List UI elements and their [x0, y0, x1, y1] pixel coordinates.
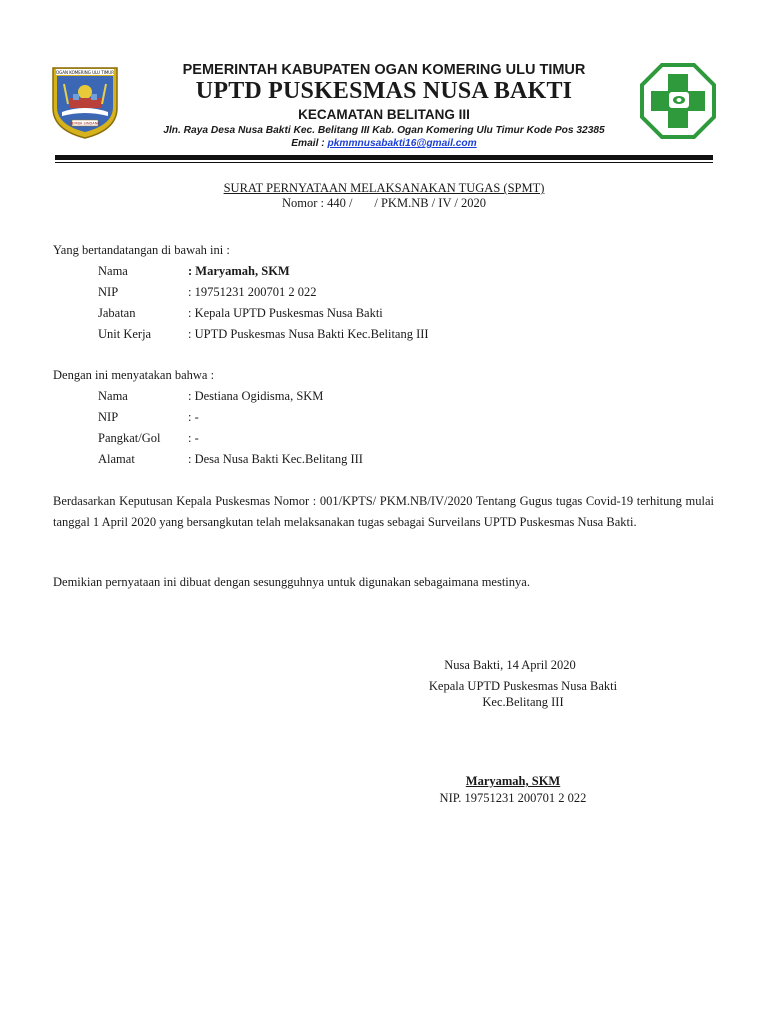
subject-nip-value: : -	[188, 410, 199, 424]
district-name: KECAMATAN BELITANG III	[298, 107, 470, 122]
signer-title-line2: Kec.Belitang III	[482, 695, 564, 709]
subject-nip-label: NIP	[98, 410, 119, 424]
declaration-text: Dengan ini menyatakan bahwa :	[53, 368, 215, 382]
subject-address-value: : Desa Nusa Bakti Kec.Belitang III	[188, 452, 363, 466]
intro-text: Yang bertandatangan di bawah ini :	[53, 243, 230, 257]
signer-name-label: Nama	[98, 264, 128, 278]
svg-text:SEMBA SINDANG: SEMBA SINDANG	[69, 121, 101, 126]
signer-name-value: : Maryamah, SKM	[188, 264, 290, 278]
svg-text:OGAN KOMERING ULU TIMUR: OGAN KOMERING ULU TIMUR	[55, 70, 115, 75]
email-label: Email :	[291, 138, 328, 149]
body-paragraph: Berdasarkan Keputusan Kepala Puskesmas Nomor : 001/KPTS/ PKM.NB/IV/2020 Tentang Gugus tugas Covid-19 terhitung mulai tanggal 1 April 2020 yang bersangkutan telah melaksanakan tugas sebagai Surveilans UPTD Puskesmas Nusa Bakti.	[53, 494, 714, 529]
subject-address-label: Alamat	[98, 452, 135, 466]
document-number: Nomor : 440 / / PKM.NB / IV / 2020	[282, 196, 486, 210]
email-link[interactable]: pkmmnusabakti16@gmail.com	[327, 138, 477, 149]
signer-unit-value: : UPTD Puskesmas Nusa Bakti Kec.Belitang III	[188, 327, 429, 341]
address-line: Jln. Raya Desa Nusa Bakti Kec. Belitang III Kab. Ogan Komering Ulu Timur Kode Pos 32385	[163, 125, 605, 136]
signer-signature-nip: NIP. 19751231 200701 2 022	[439, 791, 587, 805]
signer-position-value: : Kepala UPTD Puskesmas Nusa Bakti	[188, 306, 383, 320]
subject-rank-label: Pangkat/Gol	[98, 431, 161, 445]
header-divider-thick	[55, 155, 713, 160]
email-line	[0, 138, 768, 149]
place-date: Nusa Bakti, 14 April 2020	[444, 658, 576, 672]
institution-name: UPTD PUSKESMAS NUSA BAKTI	[195, 78, 573, 104]
signer-nip-value: : 19751231 200701 2 022	[188, 285, 317, 299]
signer-position-label: Jabatan	[98, 306, 136, 320]
subject-rank-value: : -	[188, 431, 199, 445]
government-name: PEMERINTAH KABUPATEN OGAN KOMERING ULU TIMUR	[182, 62, 586, 78]
header-divider-thin	[55, 162, 713, 163]
subject-name-value: : Destiana Ogidisma, SKM	[188, 389, 324, 403]
closing-text: Demikian pernyataan ini dibuat dengan sesungguhnya untuk digunakan sebagaimana mestinya.	[53, 575, 530, 589]
signer-signature-name: Maryamah, SKM	[465, 774, 561, 788]
signer-unit-label: Unit Kerja	[98, 327, 152, 341]
signer-nip-label: NIP	[98, 285, 119, 299]
document-title: SURAT PERNYATAAN MELAKSANAKAN TUGAS (SPMT)	[223, 181, 545, 195]
signer-title-line1: Kepala UPTD Puskesmas Nusa Bakti	[428, 679, 618, 693]
subject-name-label: Nama	[98, 389, 128, 403]
